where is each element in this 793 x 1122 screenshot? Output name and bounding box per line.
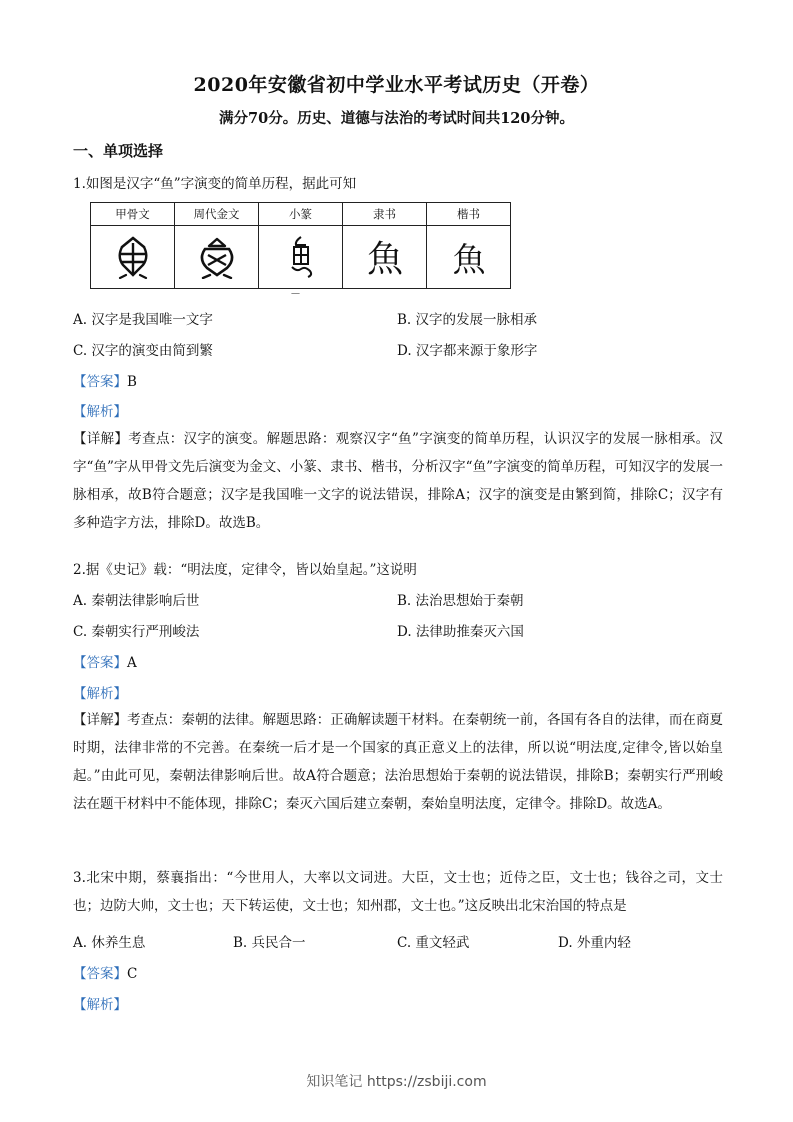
- answer-value: C: [127, 966, 138, 982]
- table-header-bronze: 周代金文: [175, 203, 259, 226]
- fish-small-seal-glyph: [259, 226, 343, 289]
- answer-value: A: [127, 655, 137, 671]
- q2-detail: 【详解】考查点：秦朝的法律。解题思路：正确解读题干材料。在秦朝统一前，各国有各自的法律，而在商夏时期，法律非常的不完善。在秦统一后才是一个国家的真正意义上的法律，所以说“明法度,定律令,皆以始皇起。”由此可见，秦朝法律影响后世。故A符合题意；法治思想始于秦朝的说法错误，排除B；秦朝实行严刑峻法在题干材料中不能体现，排除C；秦灭六国后建立秦朝，秦始皇明法度，定律令。排除D。故选A。: [73, 712, 723, 812]
- q3-stem: 3.北宋中期，蔡襄指出：“今世用人，大率以文词进。大臣，文士也；近侍之臣，文士也；钱谷之司，文士也；边防大帅，文士也；天下转运使，文士也；知州郡，文士也。”这反映出北宋治国的特点是: [73, 870, 723, 914]
- q1-answer: [73, 370, 137, 390]
- q1-option-d: D. 汉字都来源于象形字: [397, 343, 538, 359]
- q3-option-d: D. 外重内轻: [558, 935, 631, 951]
- q1-option-b: B. 汉字的发展一脉相承: [397, 312, 538, 328]
- q1-option-a: A. 汉字是我国唯一文字: [73, 312, 213, 328]
- table-footnote-mark: —: [291, 289, 300, 299]
- q1-stem: 1.如图是汉字“鱼”字演变的简单历程，据此可知: [73, 176, 357, 192]
- fish-evolution-table: [90, 202, 511, 289]
- answer-tag: 【答案】: [73, 374, 127, 390]
- footer-watermark: 知识笔记 https://zsbiji.com: [306, 1074, 487, 1090]
- q2-option-c: C. 秦朝实行严刑峻法: [73, 624, 200, 640]
- fish-regular-char: 魚: [452, 240, 485, 279]
- fish-oracle-bone-glyph: [91, 226, 175, 289]
- q2-option-d: D. 法律助推秦灭六国: [397, 624, 524, 640]
- q3-analysis-tag: 【解析】: [73, 997, 127, 1013]
- table-header-regular: 楷书: [427, 203, 511, 226]
- fish-bronze-glyph: [175, 226, 259, 289]
- q2-answer: [73, 651, 137, 671]
- answer-tag: 【答案】: [73, 966, 127, 982]
- fish-regular-glyph: [427, 226, 511, 289]
- q3-option-b: B. 兵民合一: [233, 935, 306, 951]
- q2-option-b: B. 法治思想始于秦朝: [397, 593, 524, 609]
- table-header-clerical: 隶书: [343, 203, 427, 226]
- q1-analysis-tag: 【解析】: [73, 404, 127, 420]
- q1-option-c: C. 汉字的演变由简到繁: [73, 343, 213, 359]
- page-title: 2020年安徽省初中学业水平考试历史（开卷）: [193, 74, 600, 96]
- q3-answer: [73, 962, 137, 982]
- q2-analysis-tag: 【解析】: [73, 686, 127, 702]
- fish-clerical-glyph: [343, 226, 427, 289]
- table-header-oracle: 甲骨文: [91, 203, 175, 226]
- q2-stem: 2.据《史记》载：“明法度，定律令，皆以始皇起。”这说明: [73, 562, 417, 578]
- q3-option-c: C. 重文轻武: [397, 935, 470, 951]
- section-heading: 一、单项选择: [73, 142, 164, 160]
- q1-detail: 【详解】考查点：汉字的演变。解题思路：观察汉字“鱼”字演变的简单历程，认识汉字的发展一脉相承。汉字“鱼”字从甲骨文先后演变为金文、小篆、隶书、楷书，分析汉字“鱼”字演变的简单历程，可知汉字的发展一脉相承，故B符合题意；汉字是我国唯一文字的说法错误，排除A；汉字的演变是由繁到简，排除C；汉字有多种造字方法，排除D。故选B。: [73, 431, 723, 531]
- table-header-small-seal: 小篆: [259, 203, 343, 226]
- q3-option-a: A. 休养生息: [73, 935, 146, 951]
- answer-value: B: [127, 374, 137, 390]
- q2-option-a: A. 秦朝法律影响后世: [73, 593, 200, 609]
- fish-clerical-char: 魚: [366, 239, 403, 279]
- exam-subtitle: 满分70分。历史、道德与法治的考试时间共120分钟。: [219, 110, 574, 127]
- answer-tag: 【答案】: [73, 655, 127, 671]
